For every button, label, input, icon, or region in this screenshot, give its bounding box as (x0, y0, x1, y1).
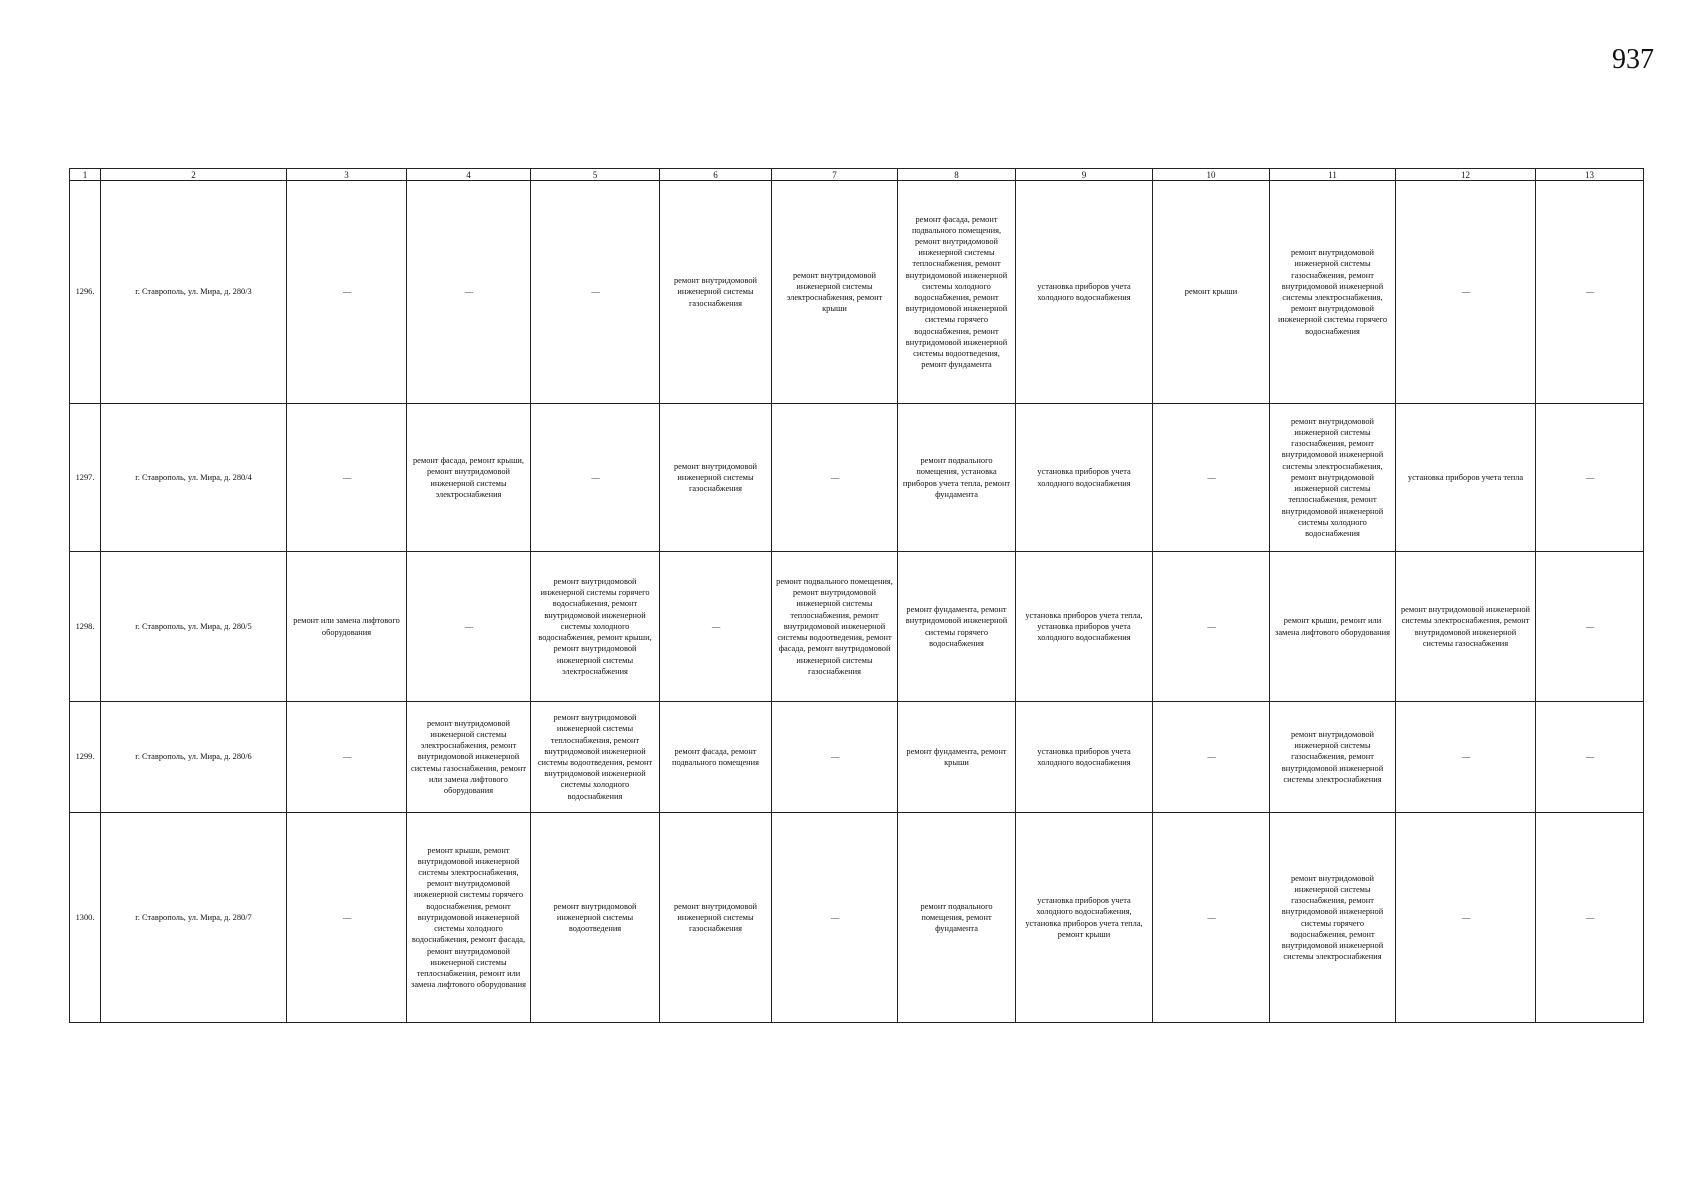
work-cell: — (1536, 404, 1644, 552)
address-cell: г. Ставрополь, ул. Мира, д. 280/5 (101, 552, 287, 702)
work-cell: установка приборов учета холодного водоснабжения (1016, 181, 1153, 404)
work-cell: — (660, 552, 772, 702)
work-cell: — (407, 552, 531, 702)
work-cell: установка приборов учета холодного водоснабжения (1016, 404, 1153, 552)
work-cell: — (1153, 813, 1270, 1023)
work-cell: ремонт внутридомовой инженерной системы горячего водоснабжения, ремонт внутридомовой инженерной системы холодного водоснабжения, ремонт крыши, ремонт внутридомовой инженерной системы электроснабжения (531, 552, 660, 702)
column-header: 3 (287, 169, 407, 181)
work-cell: ремонт внутридомовой инженерной системы электроснабжения, ремонт внутридомовой инженерной системы газоснабжения (1396, 552, 1536, 702)
work-cell: — (287, 404, 407, 552)
work-cell: ремонт внутридомовой инженерной системы газоснабжения (660, 181, 772, 404)
work-cell: — (772, 404, 898, 552)
work-cell: ремонт внутридомовой инженерной системы газоснабжения (660, 813, 772, 1023)
work-cell: установка приборов учета холодного водоснабжения (1016, 702, 1153, 813)
work-cell: — (1153, 404, 1270, 552)
work-cell: ремонт фасада, ремонт подвального помещения, ремонт внутридомовой инженерной системы теплоснабжения, ремонт внутридомовой инженерной системы холодного водоснабжения, ремонт внутридомовой инженерной системы горячего водоснабжения, ремонт внутридомовой инженерной системы водоотведения, ремонт фундамента (898, 181, 1016, 404)
address-cell: г. Ставрополь, ул. Мира, д. 280/7 (101, 813, 287, 1023)
work-cell: ремонт внутридомовой инженерной системы газоснабжения, ремонт внутридомовой инженерной системы электроснабжения, ремонт внутридомовой инженерной системы горячего водоснабжения (1270, 181, 1396, 404)
work-cell: — (1396, 702, 1536, 813)
row-number: 1296. (70, 181, 101, 404)
table-row (70, 404, 1644, 552)
work-cell: — (1396, 813, 1536, 1023)
column-header: 12 (1396, 169, 1536, 181)
work-cell: ремонт внутридомовой инженерной системы теплоснабжения, ремонт внутридомовой инженерной системы водоотведения, ремонт внутридомовой инженерной системы холодного водоснабжения (531, 702, 660, 813)
work-cell: — (287, 702, 407, 813)
work-cell: ремонт фасада, ремонт подвального помещения (660, 702, 772, 813)
work-cell: — (772, 813, 898, 1023)
work-cell: — (1153, 552, 1270, 702)
work-cell: ремонт внутридомовой инженерной системы газоснабжения, ремонт внутридомовой инженерной системы электроснабжения, ремонт внутридомовой инженерной системы теплоснабжения, ремонт внутридомовой инженерной системы холодного водоснабжения (1270, 404, 1396, 552)
column-header: 4 (407, 169, 531, 181)
column-header: 6 (660, 169, 772, 181)
column-header: 9 (1016, 169, 1153, 181)
work-cell: ремонт фундамента, ремонт крыши (898, 702, 1016, 813)
work-cell: ремонт крыши (1153, 181, 1270, 404)
address-cell: г. Ставрополь, ул. Мира, д. 280/4 (101, 404, 287, 552)
work-cell: — (531, 181, 660, 404)
column-header: 1 (70, 169, 101, 181)
work-cell: — (1536, 181, 1644, 404)
column-header: 2 (101, 169, 287, 181)
column-header: 11 (1270, 169, 1396, 181)
work-cell: — (1536, 813, 1644, 1023)
column-header: 8 (898, 169, 1016, 181)
work-cell: — (1396, 181, 1536, 404)
work-cell: ремонт крыши, ремонт внутридомовой инженерной системы электроснабжения, ремонт внутридомовой инженерной системы горячего водоснабжения, ремонт внутридомовой инженерной системы холодного водоснабжения, ремонт фасада, ремонт внутридомовой инженерной системы теплоснабжения, ремонт или замена лифтового оборудования (407, 813, 531, 1023)
work-cell: — (287, 181, 407, 404)
work-cell: — (1536, 552, 1644, 702)
work-cell: ремонт внутридомовой инженерной системы водоотведения (531, 813, 660, 1023)
work-cell: ремонт фундамента, ремонт внутридомовой инженерной системы горячего водоснабжения (898, 552, 1016, 702)
address-cell: г. Ставрополь, ул. Мира, д. 280/6 (101, 702, 287, 813)
column-header: 10 (1153, 169, 1270, 181)
work-cell: — (1536, 702, 1644, 813)
address-cell: г. Ставрополь, ул. Мира, д. 280/3 (101, 181, 287, 404)
work-cell: — (772, 702, 898, 813)
work-cell: ремонт внутридомовой инженерной системы электроснабжения, ремонт внутридомовой инженерной системы газоснабжения, ремонт или замена лифтового оборудования (407, 702, 531, 813)
work-cell: установка приборов учета холодного водоснабжения, установка приборов учета тепла, ремонт крыши (1016, 813, 1153, 1023)
row-number: 1298. (70, 552, 101, 702)
work-cell: — (287, 813, 407, 1023)
work-cell: — (407, 181, 531, 404)
repair-schedule-table (69, 168, 1644, 1023)
work-cell: ремонт внутридомовой инженерной системы газоснабжения (660, 404, 772, 552)
table-row (70, 702, 1644, 813)
row-number: 1299. (70, 702, 101, 813)
page-number: 937 (1612, 44, 1654, 75)
table-row (70, 813, 1644, 1023)
work-cell: ремонт крыши, ремонт или замена лифтового оборудования (1270, 552, 1396, 702)
work-cell: ремонт внутридомовой инженерной системы газоснабжения, ремонт внутридомовой инженерной системы электроснабжения (1270, 702, 1396, 813)
column-header: 13 (1536, 169, 1644, 181)
column-header: 7 (772, 169, 898, 181)
work-cell: ремонт подвального помещения, установка приборов учета тепла, ремонт фундамента (898, 404, 1016, 552)
row-number: 1297. (70, 404, 101, 552)
column-number-row (70, 169, 1644, 181)
work-cell: ремонт внутридомовой инженерной системы электроснабжения, ремонт крыши (772, 181, 898, 404)
work-cell: установка приборов учета тепла, установка приборов учета холодного водоснабжения (1016, 552, 1153, 702)
column-header: 5 (531, 169, 660, 181)
table-row (70, 552, 1644, 702)
row-number: 1300. (70, 813, 101, 1023)
work-cell: ремонт внутридомовой инженерной системы газоснабжения, ремонт внутридомовой инженерной системы горячего водоснабжения, ремонт внутридомовой инженерной системы электроснабжения (1270, 813, 1396, 1023)
work-cell: ремонт подвального помещения, ремонт внутридомовой инженерной системы теплоснабжения, ремонт внутридомовой инженерной системы водоотведения, ремонт фасада, ремонт внутридомовой инженерной системы газоснабжения (772, 552, 898, 702)
work-cell: установка приборов учета тепла (1396, 404, 1536, 552)
work-cell: — (531, 404, 660, 552)
work-cell: — (1153, 702, 1270, 813)
table-row (70, 181, 1644, 404)
work-cell: ремонт фасада, ремонт крыши, ремонт внутридомовой инженерной системы электроснабжения (407, 404, 531, 552)
work-cell: ремонт или замена лифтового оборудования (287, 552, 407, 702)
work-cell: ремонт подвального помещения, ремонт фундамента (898, 813, 1016, 1023)
